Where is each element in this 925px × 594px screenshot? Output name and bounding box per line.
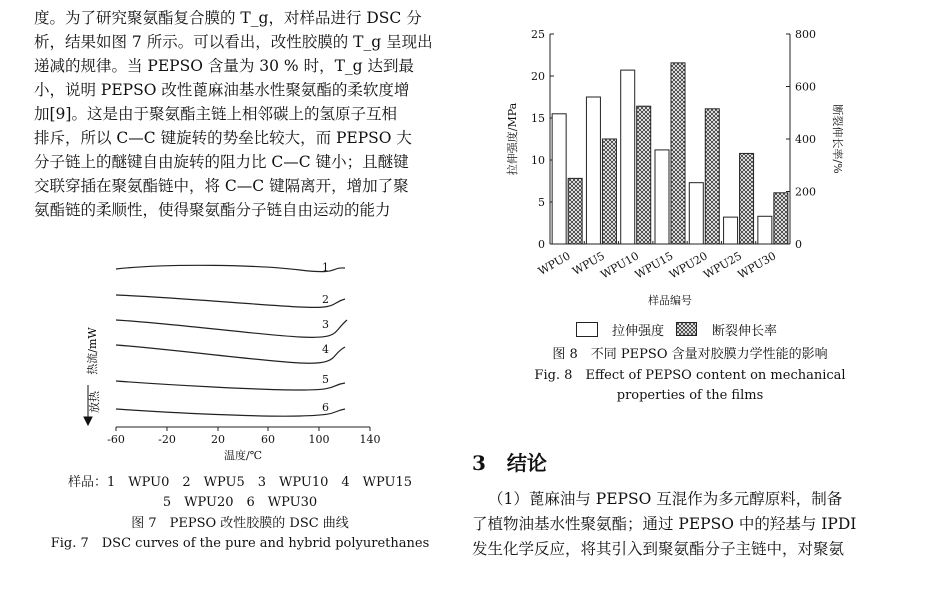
bar-elongation-WPU20 <box>705 109 719 244</box>
bar-elongation-WPU25 <box>740 153 754 244</box>
paragraph-line: 交联穿插在聚氨酯链中，将 C—C 键隔离开，增加了聚 <box>34 177 409 195</box>
curve-label: 2 <box>322 293 329 306</box>
conclusion-paragraph <box>472 487 892 562</box>
bar-tensile-WPU20 <box>689 183 703 244</box>
paragraph-line: 分子链上的醚键自由旋转的阻力比 C—C 键小；且醚键 <box>34 153 409 171</box>
x-tick-label: WPU5 <box>570 249 607 278</box>
y-axis-label-left: 拉伸强度/MPa <box>506 102 519 176</box>
paragraph-line: （1）蓖麻油与 PEPSO 互混作为多元醇原料，制备 <box>488 490 843 508</box>
bar-tensile-WPU5 <box>586 97 600 244</box>
x-tick-label: WPU0 <box>536 249 573 278</box>
endo-label: 放热 <box>88 391 101 413</box>
dsc-curve-3 <box>116 320 347 337</box>
legend-swatch-tensile <box>576 322 598 337</box>
x-tick-label: 20 <box>211 433 225 446</box>
dsc-curve-5 <box>116 381 345 390</box>
x-tick-label: WPU30 <box>735 249 779 282</box>
body-paragraph-left <box>34 6 454 222</box>
curve-label: 3 <box>322 318 329 331</box>
y-tick-label-left: 5 <box>538 196 545 209</box>
paragraph-line: 加[9]。这是由于聚氨酯主链上相邻碳上的氢原子互相 <box>34 105 397 123</box>
curve-label: 4 <box>322 343 329 356</box>
y-tick-label-left: 25 <box>531 28 545 41</box>
y-axis-label-right: 断裂伸长率/% <box>831 104 844 174</box>
y-axis-label: 热流/mW <box>86 327 99 375</box>
y-tick-label-right: 600 <box>795 80 816 94</box>
x-tick-label: 100 <box>308 433 330 446</box>
y-tick-label-left: 20 <box>531 70 545 83</box>
x-tick-label: -20 <box>158 433 176 446</box>
dsc-figure <box>60 245 420 470</box>
figure7-caption-cn: 图 7 PEPSO 改性胶膜的 DSC 曲线 <box>131 516 349 531</box>
paragraph-line: 析，结果如图 7 所示。可以看出，改性胶膜的 T_g 呈现出 <box>34 33 433 51</box>
curve-label: 6 <box>322 401 329 414</box>
x-axis-label: 样品编号 <box>648 294 692 307</box>
paragraph-line: 了植物油基水性聚氨酯；通过 PEPSO 中的羟基与 IPDI <box>472 515 857 533</box>
bar-elongation-WPU0 <box>568 178 582 244</box>
paragraph-line: 度。为了研究聚氨酯复合膜的 T_g，对样品进行 DSC 分 <box>34 9 422 27</box>
paragraph-line: 递减的规律。当 PEPSO 含量为 30 % 时，T_g 达到最 <box>34 57 415 75</box>
paragraph-line: 小，说明 PEPSO 改性蓖麻油基水性聚氨酯的柔软度增 <box>34 81 410 99</box>
figure8-caption-en-2: properties of the films <box>616 388 764 403</box>
x-tick-label: WPU20 <box>667 249 710 282</box>
x-tick-label: 140 <box>359 433 381 446</box>
section-number: 3 <box>472 451 486 475</box>
section-title: 结论 <box>506 451 547 475</box>
dsc-curve-4 <box>116 345 345 363</box>
bar-elongation-WPU5 <box>602 139 616 244</box>
bar-tensile-WPU10 <box>621 70 635 244</box>
bar-chart <box>470 20 910 320</box>
x-axis-label: 温度/℃ <box>223 449 263 462</box>
bar-elongation-WPU30 <box>774 193 788 244</box>
paragraph-line: 发生化学反应，将其引入到聚氨酯分子主链中，对聚氨 <box>472 540 845 558</box>
x-tick-label: WPU25 <box>701 249 745 282</box>
section-heading <box>472 447 547 476</box>
paragraph-line: 排斥，所以 C—C 键旋转的势垒比较大，而 PEPSO 大 <box>34 129 412 147</box>
x-tick-label: WPU10 <box>598 249 642 282</box>
x-tick-label: -60 <box>107 433 125 446</box>
paragraph-line: 氨酯链的柔顺性，使得聚氨酯分子链自由运动的能力 <box>34 201 391 219</box>
bar-tensile-WPU25 <box>724 217 738 244</box>
bar-elongation-WPU15 <box>671 63 685 244</box>
curve-label: 1 <box>322 261 329 274</box>
y-tick-label-right: 0 <box>795 238 802 251</box>
figure8-caption-cn: 图 8 不同 PEPSO 含量对胶膜力学性能的影响 <box>552 347 828 362</box>
figure8-caption-en-1: Fig. 8 Effect of PEPSO content on mechanical <box>534 368 846 383</box>
figure7-legend-line1: 样品：1 WPU0 2 WPU5 3 WPU10 4 WPU15 <box>67 475 413 490</box>
legend-swatch-elongation <box>676 322 698 337</box>
y-tick-label-right: 800 <box>795 28 816 41</box>
y-tick-label-left: 15 <box>531 112 545 125</box>
legend-label-elongation: 断裂伸长率 <box>712 324 778 339</box>
curve-label: 5 <box>322 373 329 386</box>
y-tick-label-left: 0 <box>538 238 545 251</box>
dsc-curve-2 <box>116 295 345 307</box>
x-tick-label: 60 <box>261 433 275 446</box>
y-tick-label-left: 10 <box>531 154 545 167</box>
bar-tensile-WPU15 <box>655 150 669 244</box>
dsc-curve-1 <box>116 265 345 271</box>
dsc-curve-6 <box>116 409 345 416</box>
y-tick-label-right: 200 <box>795 185 816 199</box>
y-tick-label-right: 400 <box>795 133 816 146</box>
figure7-caption-en: Fig. 7 DSC curves of the pure and hybrid polyurethanes <box>50 536 430 551</box>
legend-label-tensile: 拉伸强度 <box>612 324 665 339</box>
bar-elongation-WPU10 <box>637 106 651 244</box>
bar-tensile-WPU0 <box>552 114 566 244</box>
bar-tensile-WPU30 <box>758 216 772 244</box>
figure7-legend-line2: 5 WPU20 6 WPU30 <box>162 495 318 510</box>
x-tick-label: WPU15 <box>632 249 676 282</box>
